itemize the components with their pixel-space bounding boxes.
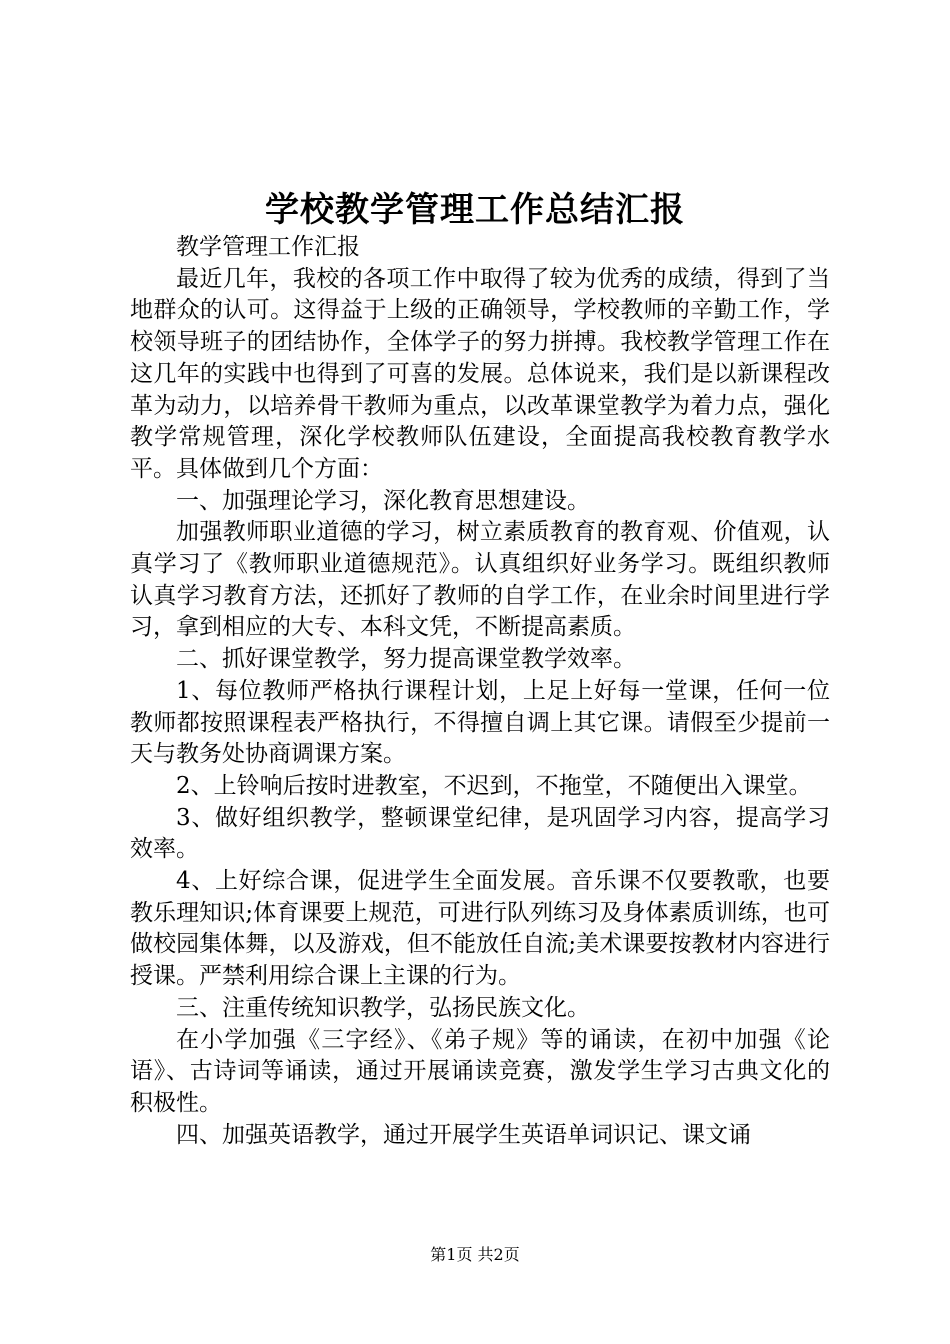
heading-section-3: 三、注重传统知识教学，弘扬民族文化。 (176, 994, 590, 1021)
paragraph-intro: 最近几年，我校的各项工作中取得了较为优秀的成绩，得到了当地群众的认可。这得益于上级的正确领导，学校教师的辛勤工作，学校领导班子的团结协作，全体学子的努力拼搏。我校教学管理工作在这几年的实践中也得到了可喜的发展。总体说来，我们是以新课程改革为动力，以培养骨干教师为重点，以改革课堂教学为着力点，强化教学常规管理，深化学校教师队伍建设，全面提高我校教育教学水平。具体做到几个方面： (130, 265, 830, 482)
page-footer: 第1页 共2页 (430, 1245, 520, 1264)
heading-section-2: 二、抓好课堂教学，努力提高课堂教学效率。 (176, 646, 636, 673)
heading-section-4: 四、加强英语教学，通过开展学生英语单词识记、课文诵 (176, 1121, 751, 1148)
paragraph-item-4: 4、上好综合课，促进学生全面发展。音乐课不仅要教歌，也要教乐理知识;体育课要上规范，可进行队列练习及身体素质训练，也可做校园集体舞，以及游戏，但不能放任自流;美术课要按教材内容进行授课。严禁利用综合课上主课的行为。 (130, 868, 830, 990)
paragraph-item-2: 2、上铃响后按时进教室，不迟到，不拖堂，不随便出入课堂。 (176, 772, 812, 799)
paragraph-item-1: 1、每位教师严格执行课程计划，上足上好每一堂课，任何一位教师都按照课程表严格执行，不得擅自调上其它课。请假至少提前一天与教务处协商调课方案。 (130, 677, 830, 768)
paragraph-subtitle: 教学管理工作汇报 (176, 234, 360, 260)
document-body (130, 232, 830, 1151)
heading-section-1: 一、加强理论学习，深化教育思想建设。 (176, 487, 590, 514)
paragraph-section-1: 加强教师职业道德的学习，树立素质教育的教育观、价值观，认真学习了《教师职业道德规范》。认真组织好业务学习。既组织教师认真学习教育方法，还抓好了教师的自学工作，在业余时间里进行学习，拿到相应的大专、本科文凭，不断提高素质。 (130, 519, 830, 641)
paragraph-item-3: 3、做好组织教学，整顿课堂纪律，是巩固学习内容，提高学习效率。 (130, 804, 830, 863)
document-title: 学校教学管理工作总结汇报 (265, 190, 685, 230)
paragraph-section-3: 在小学加强《三字经》、《弟子规》等的诵读，在初中加强《论语》、古诗词等诵读，通过开展诵读竞赛，激发学生学习古典文化的积极性。 (130, 1026, 830, 1116)
